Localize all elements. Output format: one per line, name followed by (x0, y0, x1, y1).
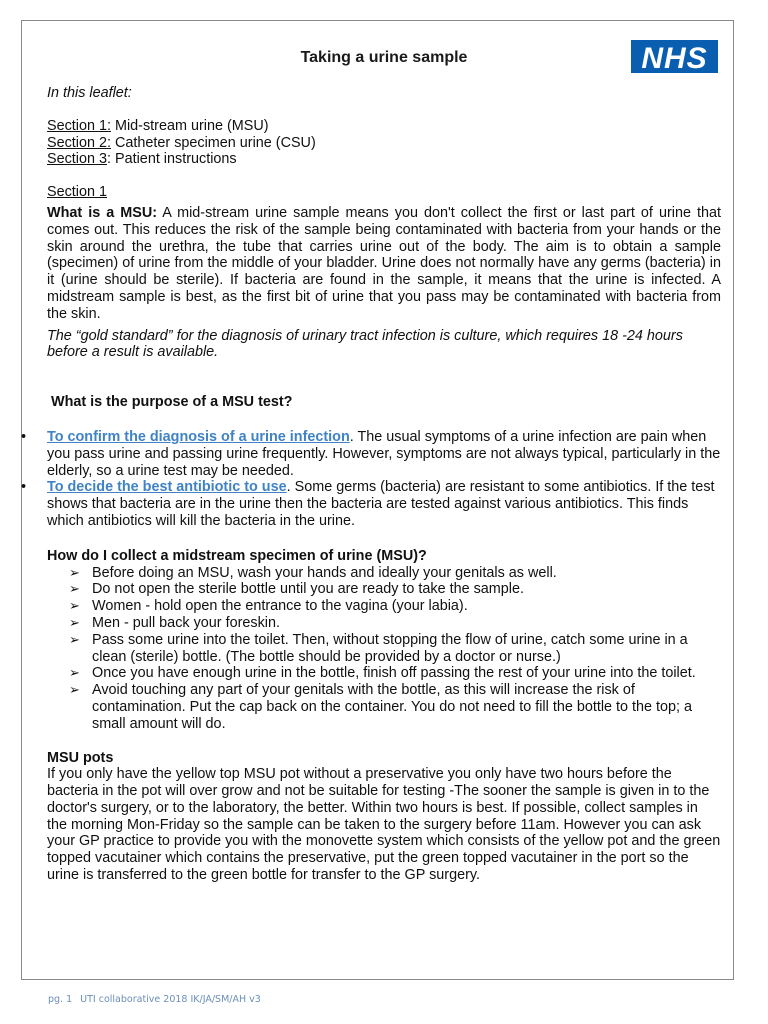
arrow-bullet-icon: ➢ (69, 581, 80, 597)
leaflet-content (21, 85, 721, 884)
list-item-text: . The usual symptoms of a urine infection are pain when you pass urine and passing urine frequently. However, symptoms are not always typical, particularly in the elderly, so a urine test may be needed. (47, 428, 721, 479)
purpose-heading: What is the purpose of a MSU test? (51, 394, 293, 411)
toc-item (47, 135, 721, 152)
list-item: ➢ Before doing an MSU, wash your hands and ideally your genitals as well. (69, 564, 557, 581)
arrow-bullet-icon: ➢ (69, 665, 80, 681)
page-footer (48, 994, 269, 1005)
list-item (21, 428, 721, 479)
purpose-list (21, 428, 721, 530)
collect-heading: How do I collect a midstream specimen of urine (MSU)? (47, 547, 427, 564)
toc-item (47, 151, 721, 168)
toc-item-text: Mid-stream urine (MSU) (111, 117, 269, 134)
msu-definition (47, 205, 721, 323)
collection-steps (69, 565, 721, 733)
bullet-icon: • (21, 479, 27, 496)
toc-item-text: : Patient instructions (107, 151, 237, 168)
msu-definition-body: A mid-stream urine sample means you don't collect the first or last part of urine that comes out. This reduces the risk of the sample being contaminated with bacteria from your hands or the skin around the urethra, the tube that carries urine out of the body. The aim is to obtain a sample (specimen) of urine from the middle of your bladder. Urine does not normally have any germs (bacteria) in it (urine should be sterile). If bacteria are found in the sample, it means that the urine is infected. A midstream sample is best, as the first bit of urine that you pass may be contaminated with bacteria from the skin. (47, 204, 721, 322)
msu-pots-body: If you only have the yellow top MSU pot without a preservative you only have two hours before the bacteria in the pot will over grow and not be suitable for testing -The sooner the sample is given in to the doctor's surgery, or to the laboratory, the better. Within two hours is best. If possible, collect samples in the morning Mon-Friday so the sample can be taken to the surgery before 11am. However you can ask your GP practice to provide you with the monovette system which consists of the yellow pot and the green topped vacutainer which contains the preservative, put the green topped vacutainer in the port so the urine is transferred to the green bottle for transfer to the GP surgery. (47, 766, 721, 884)
toc-item-label: Section 2: (47, 134, 111, 151)
best-antibiotic-link[interactable]: To decide the best antibiotic to use (47, 479, 287, 496)
arrow-bullet-icon: ➢ (69, 631, 80, 647)
toc-item-label: Section 1: (47, 117, 111, 134)
msu-pots-heading: MSU pots (47, 749, 114, 766)
page-title: Taking a urine sample (300, 49, 468, 66)
gold-standard-note: The “gold standard” for the diagnosis of urinary tract infection is culture, which requires 18 -24 hours before a result is available. (47, 327, 683, 361)
list-item: ➢ Once you have enough urine in the bottle, finish off passing the rest of your urine into the toilet. (69, 665, 696, 682)
msu-definition-term: What is a MSU: (47, 204, 158, 221)
toc-intro: In this leaflet: (47, 85, 132, 101)
page-number: pg. 1 (48, 994, 73, 1005)
arrow-bullet-icon: ➢ (69, 564, 80, 580)
section-1-heading: Section 1 (47, 184, 108, 201)
list-item: ➢ Women - hold open the entrance to the vagina (your labia). (69, 598, 468, 615)
arrow-bullet-icon: ➢ (69, 598, 80, 614)
table-of-contents (47, 118, 721, 168)
confirm-diagnosis-link[interactable]: To confirm the diagnosis of a urine infection (47, 428, 350, 445)
bullet-icon: • (21, 428, 27, 445)
list-item: ➢ Avoid touching any part of your genitals with the bottle, as this will increase the risk of contamination. Put the cap back on the container. You do not need to fill the bottle to the top; a small amount will do. (69, 682, 693, 732)
list-item: ➢ Men - pull back your foreskin. (69, 614, 280, 631)
toc-item-label: Section 3 (47, 151, 108, 168)
toc-item-text: Catheter specimen urine (CSU) (111, 134, 316, 151)
nhs-logo: NHS (631, 40, 718, 73)
toc-item (47, 118, 721, 135)
footer-text: UTI collaborative 2018 IK/JA/SM/AH v3 (80, 994, 261, 1005)
list-item (21, 479, 721, 529)
list-item: ➢ Pass some urine into the toilet. Then, without stopping the flow of urine, catch some urine in a clean (sterile) bottle. (The bottle should be provided by a doctor or nurse.) (69, 631, 688, 665)
list-item-text: . Some germs (bacteria) are resistant to some antibiotics. If the test shows that bacteria are in the urine then the bacteria are tested against various antibiotics. This finds which antibiotics will kill the bacteria in the urine. (47, 479, 715, 529)
list-item: ➢ Do not open the sterile bottle until you are ready to take the sample. (69, 581, 524, 598)
arrow-bullet-icon: ➢ (69, 682, 80, 698)
arrow-bullet-icon: ➢ (69, 614, 80, 630)
